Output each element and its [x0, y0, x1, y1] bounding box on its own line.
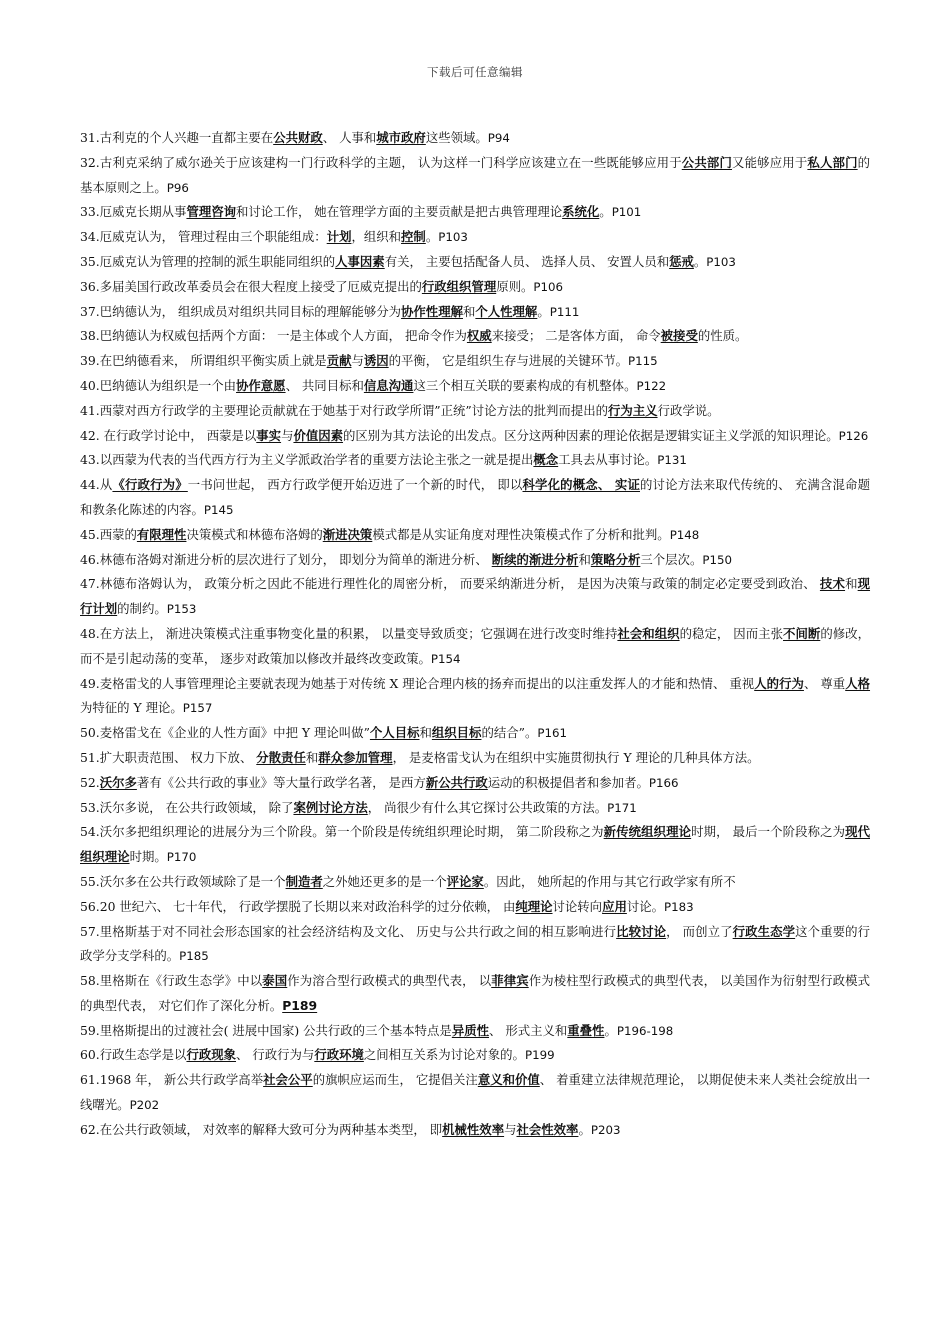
keyword: 人的行为 [754, 675, 804, 691]
text-segment: 31.古利克的个人兴趣一直都主要在 [80, 130, 274, 145]
list-item [80, 324, 870, 349]
keyword: 泰国 [262, 973, 288, 989]
text-segment: 40.巴纳德认为组织是一个由 [80, 377, 237, 393]
list-item [80, 473, 870, 523]
list-item [80, 895, 870, 920]
keyword: 概念 [533, 452, 559, 468]
text-segment: 49.麦格雷戈的人事管理理论主要就表现为她基于对传统 X 理论合理内核的扬弃而提出的以注重发挥人的才能和热情、 重视 [80, 675, 755, 691]
text-segment: 52. [80, 774, 100, 790]
keyword: 诱因 [363, 353, 389, 369]
text-segment: 56.20 世纪六、 七十年代， 行政学摆脱了长期以来对政治科学的过分依赖， 由 [80, 898, 516, 914]
text-segment: 、 着重建立法律规范理论， 以期促使未来人类社会绽放出一线曙光。 [80, 1072, 870, 1113]
text-segment: 行政学说。 [657, 402, 720, 418]
text-segment: 46.林德布洛姆对渐进分析的层次进行了划分， 即划分为简单的渐进分析、 [80, 551, 492, 567]
list-item [80, 300, 870, 325]
list-item [80, 349, 870, 374]
text-segment: 38.巴纳德认为权威包括两个方面： 一是主体或个人方面， 把命令作为 [80, 328, 467, 344]
keyword: 价值因素 [293, 427, 344, 443]
list-item [80, 424, 870, 449]
text-segment: 和 [462, 303, 476, 319]
keyword: 私人部门 [807, 154, 858, 170]
keyword: 贡献 [326, 353, 352, 369]
text-segment: 讨论转向 [552, 898, 603, 914]
text-segment: ，组织和 [351, 229, 402, 245]
page-ref: P153 [166, 602, 197, 617]
text-segment: 45.西蒙的 [80, 526, 137, 542]
list-item [80, 870, 870, 895]
keyword: 评论家 [446, 873, 484, 889]
page-ref: P170 [166, 850, 197, 865]
text-segment: 著有《公共行政的事业》等大量行政学名著， 是西方 [136, 774, 426, 790]
keyword: 计划 [326, 229, 352, 245]
keyword: 信息沟通 [363, 377, 414, 393]
keyword: 比较讨论 [616, 923, 667, 939]
text-segment: 39.在巴纳德看来， 所谓组织平衡实质上就是 [80, 353, 327, 369]
document-body [80, 126, 870, 1143]
text-segment: 、 共同目标和 [285, 377, 364, 393]
list-item [80, 1019, 870, 1044]
keyword: 控制 [401, 229, 426, 245]
page-ref: P199 [524, 1048, 555, 1063]
keyword: P189 [282, 997, 318, 1013]
list-item [80, 250, 870, 275]
text-segment: 的平衡， 它是组织生存与进展的关键环节。 [388, 353, 629, 369]
keyword: 菲律宾 [491, 973, 529, 989]
text-segment: 这些领域。 [425, 130, 488, 145]
page-ref: P111 [549, 304, 580, 319]
keyword: 行政现象 [186, 1047, 237, 1063]
text-segment: 42. 在行政学讨论中， 西蒙是以 [80, 427, 257, 443]
text-segment: 原则。 [496, 278, 534, 294]
text-segment: 作为溶合型行政模式的典型代表， 以 [287, 973, 492, 989]
keyword: 分散责任 [256, 749, 306, 765]
text-segment: 61.1968 年， 新公共行政学高举 [80, 1072, 264, 1088]
keyword: 新公共行政 [425, 774, 488, 790]
keyword: 断续的渐进分析 [491, 551, 579, 567]
text-segment: 58.里格斯在《行政生态学》中以 [80, 973, 263, 989]
text-segment: 的旗帜应运而生， 它提倡关注 [312, 1072, 478, 1088]
text-segment: 37.巴纳德认为， 组织成员对组织共同目标的理解能够分为 [80, 303, 402, 319]
list-item [80, 1068, 870, 1118]
keyword: 被接受 [660, 328, 698, 344]
page-ref: P183 [664, 899, 694, 914]
text-segment: 。 [537, 303, 550, 319]
list-item [80, 1043, 870, 1068]
page-ref: P145 [203, 502, 234, 517]
page-ref: P103 [706, 254, 736, 269]
text-segment: 43.以西蒙为代表的当代西方行为主义学派政治学者的重要方法论主张之一就是提出 [80, 452, 534, 468]
page-ref: P131 [657, 453, 687, 468]
text-segment: 的基本原则之上。 [80, 154, 871, 195]
list-item [80, 796, 870, 821]
text-segment: 这三个相互关联的要素构成的有机整体。 [413, 377, 637, 393]
keyword: 技术 [819, 576, 846, 592]
text-segment: 36.多届美国行政改革委员会在很大程度上接受了厄威克提出的 [80, 278, 422, 294]
keyword: 组织目标 [431, 725, 482, 741]
text-segment: 之外她还更多的是一个 [322, 873, 447, 889]
text-segment: 的区别为其方法论的出发点。区分这两种因素的理论依据是逻辑实证主义学派的知识理论。 [343, 427, 839, 443]
keyword: 策略分析 [590, 551, 641, 567]
text-segment: 的稳定， 因而主张 [679, 625, 784, 641]
text-segment: 48.在方法上， 渐进决策模式注重事物变化量的积累， 以量变导致质变；它强调在进行改变时维持 [80, 625, 618, 641]
keyword: 不间断 [783, 625, 821, 641]
page-ref: P103 [438, 230, 468, 245]
page-ref: P150 [702, 552, 732, 567]
list-item [80, 548, 870, 573]
text-segment: 来接受； 二是客体方面， 命令 [491, 328, 661, 344]
keyword: 人格 [845, 675, 871, 691]
list-item [80, 374, 870, 399]
page-ref: P101 [611, 205, 642, 220]
keyword: 系统化 [562, 204, 600, 220]
list-item [80, 622, 870, 672]
page-ref: P154 [430, 651, 461, 666]
keyword: 异质性 [451, 1022, 489, 1038]
keyword: 个人目标 [369, 725, 420, 741]
text-segment: 的性质。 [697, 328, 748, 344]
text-segment: 35.厄威克认为管理的控制的派生职能同组织的 [80, 253, 336, 269]
keyword: 管理咨询 [186, 204, 237, 220]
page-ref: P185 [179, 949, 209, 964]
text-segment: 与 [504, 1121, 517, 1137]
text-segment: 的制约。 [117, 601, 167, 617]
text-segment: 的讨论方法来取代传统的、 充满含混命题和教条化陈述的内容。 [80, 477, 870, 517]
keyword: 事实 [256, 427, 282, 443]
keyword: 纯理论 [515, 898, 553, 914]
keyword: 权威 [466, 328, 492, 344]
keyword: 意义和价值 [477, 1072, 540, 1088]
text-segment: 与 [281, 427, 294, 443]
text-segment: 33.厄威克长期从事 [80, 204, 187, 220]
text-segment: 运动的积极提倡者和参加者。 [487, 774, 649, 790]
text-segment: 一书问世起， 西方行政学便开始迈进了一个新的时代， 即以 [187, 477, 523, 493]
list-item [80, 126, 870, 151]
text-segment: 53.沃尔多说， 在公共行政领域， 除了 [80, 799, 294, 815]
text-segment: 。 [604, 1022, 617, 1038]
keyword: 城市政府 [376, 130, 426, 145]
list-item [80, 672, 870, 722]
page-ref: P171 [607, 800, 637, 815]
keyword: 《行政行为》 [112, 477, 188, 493]
keyword: 应用 [602, 898, 627, 914]
text-segment: 之间相互关系为讨论对象的。 [363, 1047, 525, 1063]
keyword: 行政组织管理 [421, 278, 497, 294]
keyword: 新传统组织理论 [603, 824, 692, 840]
page-ref: P196-198 [616, 1023, 674, 1038]
text-segment: 三个层次。 [640, 551, 703, 567]
page-ref: P115 [628, 354, 658, 369]
text-segment: 59.里格斯提出的过渡社会( 进展中国家) 公共行政的三个基本特点是 [80, 1022, 452, 1038]
keyword: 有限理性 [136, 526, 187, 542]
text-segment: 、 行政行为与 [236, 1047, 315, 1063]
page-ref: P161 [537, 726, 567, 741]
text-segment: 44.从 [80, 477, 113, 493]
list-item [80, 523, 870, 548]
text-segment: 、 人事和 [322, 130, 377, 145]
keyword: 惩戒 [669, 253, 694, 269]
text-segment: ， 是麦格雷戈认为在组织中实施贯彻执行 Y 理论的几种具体方法。 [392, 749, 760, 765]
page-ref: P202 [129, 1098, 160, 1113]
keyword: 现代组织理论 [80, 824, 870, 865]
list-item [80, 275, 870, 300]
list-item [80, 771, 870, 796]
keyword: 行为主义 [608, 402, 658, 418]
text-segment: 决策模式和林德布洛姆的 [186, 526, 323, 542]
text-segment: 和 [419, 725, 432, 741]
keyword: 公共财政 [273, 130, 323, 145]
keyword: 机械性效率 [442, 1121, 505, 1137]
keyword: 渐进决策 [322, 526, 373, 542]
text-segment: 34.厄威克认为， 管理过程由三个职能组成： [80, 229, 327, 245]
text-segment: 32.古利克采纳了威尔逊关于应该建构一门行政科学的主题， 认为这样一门科学应该建立在一些既能够应用于 [80, 154, 682, 170]
keyword: 社会性效率 [516, 1121, 579, 1137]
keyword: 人事因素 [335, 253, 385, 269]
list-item [80, 200, 870, 225]
text-segment: 和讨论工作， 她在管理学方面的主要贡献是把古典管理理论 [236, 204, 563, 220]
keyword: 案例讨论方法 [293, 799, 368, 815]
keyword: 群众参加管理 [318, 749, 393, 765]
text-segment: 60.行政生态学是以 [80, 1047, 187, 1063]
text-segment: 57.里格斯基于对不同社会形态国家的社会经济结构及文化、 历史与公共行政之间的相互影响进行 [80, 923, 617, 939]
keyword: 个人性理解 [475, 303, 538, 319]
keyword: 社会和组织 [617, 625, 680, 641]
list-item [80, 920, 870, 970]
page-ref: P122 [636, 378, 667, 393]
keyword: 制造者 [285, 873, 323, 889]
text-segment: 时期。 [129, 849, 167, 865]
text-segment: 与 [351, 353, 364, 369]
keyword: 科学化的概念、 实证 [522, 477, 640, 493]
text-segment: ， 尚很少有什么其它探讨公共政策的方法。 [367, 799, 608, 815]
text-segment: 。因此， 她所起的作用与其它行政学家有所不 [483, 873, 736, 889]
text-segment: 和 [578, 551, 591, 567]
text-segment: 55.沃尔多在公共行政领域除了是一个 [80, 873, 286, 889]
keyword: 沃尔多 [99, 774, 137, 790]
keyword: 公共部门 [681, 154, 733, 170]
keyword: 现行计划 [80, 576, 871, 617]
text-segment: 。 [425, 229, 439, 245]
text-segment: ， 而创立了 [666, 923, 733, 939]
keyword: 协作意愿 [236, 377, 286, 393]
text-segment: 47.林德布洛姆认为， 政策分析之因此不能进行理性化的周密分析， 而要采纳渐进分析， 是因为决策与政策的制定必定要受到政治、 [80, 576, 820, 592]
text-segment: 54.沃尔多把组织理论的进展分为三个阶段。第一个阶段是传统组织理论时期， 第二阶段称之为 [80, 824, 604, 840]
keyword: 重叠性 [567, 1022, 605, 1038]
text-segment: 又能够应用于 [732, 154, 808, 170]
keyword: 行政生态学 [732, 923, 796, 939]
text-segment: 的修改， 而不是引起动荡的变革， 逐步对政策加以修改并最终改变政策。 [80, 625, 870, 666]
text-segment: 为特征的 Y 理论。 [80, 700, 183, 716]
page-ref: P203 [590, 1122, 621, 1137]
list-item [80, 820, 870, 870]
list-item [80, 969, 870, 1019]
text-segment: 的结合”。 [481, 725, 538, 741]
list-item [80, 225, 870, 250]
page-ref: P166 [648, 775, 679, 790]
keyword: 社会公平 [263, 1072, 313, 1088]
text-segment: 讨论。 [626, 898, 665, 914]
list-item [80, 151, 870, 201]
page-ref: P126 [838, 428, 869, 443]
text-segment: 。 [578, 1121, 591, 1137]
text-segment: 模式都是从实证角度对理性决策模式作了分析和批判。 [372, 526, 670, 542]
list-item [80, 1118, 870, 1143]
page-ref: P106 [533, 279, 564, 294]
list-item [80, 572, 870, 622]
text-segment: 。 [693, 253, 707, 269]
text-segment: 50.麦格雷戈在《企业的人性方面》中把 Y 理论叫做” [80, 725, 370, 741]
text-segment: 这个重要的行政学分支学科的。 [80, 923, 871, 964]
text-segment: 62.在公共行政领域， 对效率的解释大致可分为两种基本类型， 即 [80, 1121, 443, 1137]
list-item [80, 746, 870, 771]
text-segment: 、 尊重 [803, 675, 846, 691]
list-item [80, 399, 870, 424]
page-ref: P148 [669, 527, 700, 542]
page-ref: P96 [166, 180, 189, 195]
text-segment: 有关， 主要包括配备人员、 选择人员、 安置人员和 [384, 253, 670, 269]
text-segment: 51.扩大职责范围、 权力下放、 [80, 749, 257, 765]
list-item [80, 448, 870, 473]
page-header: 下载后可任意编辑 [427, 65, 523, 79]
keyword: 行政环境 [314, 1047, 364, 1063]
text-segment: 和 [845, 576, 858, 592]
text-segment: 和 [305, 749, 319, 765]
text-segment: 、 形式主义和 [488, 1022, 568, 1038]
list-item [80, 721, 870, 746]
keyword: 协作性理解 [401, 303, 463, 319]
text-segment: 作为棱柱型行政模式的典型代表， 以美国作为衍射型行政模式的典型代表， 对它们作了深化分析。 [80, 973, 870, 1013]
text-segment: 时期， 最后一个阶段称之为 [691, 824, 846, 840]
text-segment: 41.西蒙对西方行政学的主要理论贡献就在于她基于对行政学所谓”正统”讨论方法的批判而提出的 [80, 402, 608, 418]
page-ref: P94 [487, 131, 510, 145]
text-segment: 。 [599, 204, 612, 220]
text-segment: 工具去从事讨论。 [558, 452, 658, 468]
page-ref: P157 [182, 701, 213, 716]
